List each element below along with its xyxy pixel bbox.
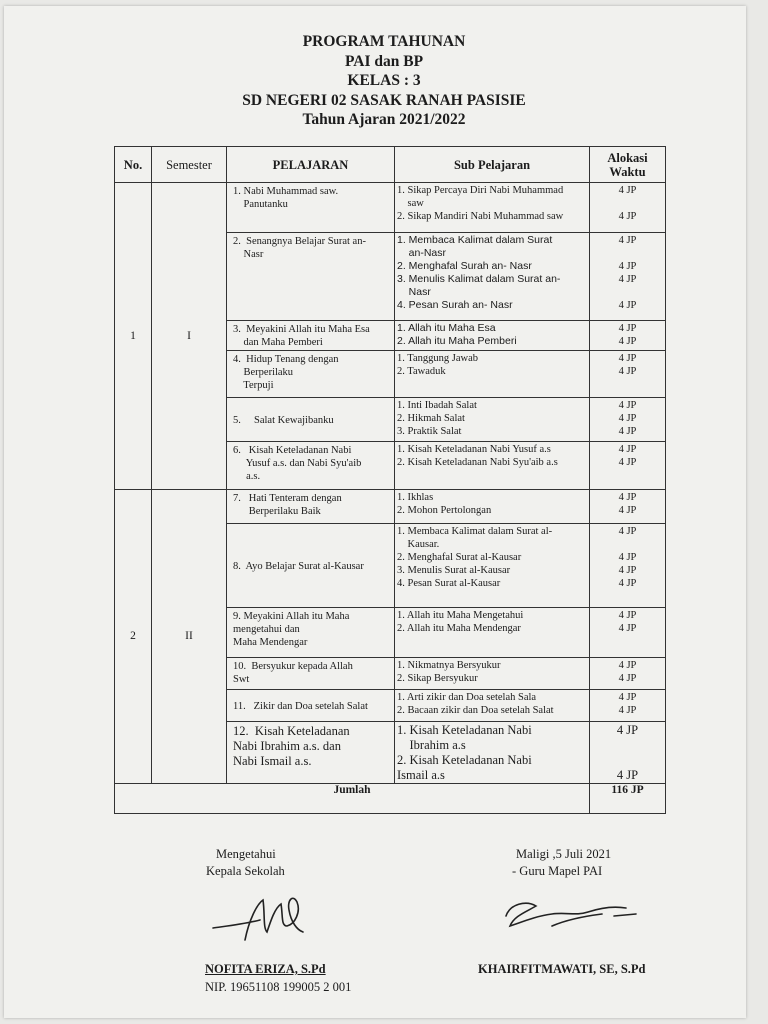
- cell-pelajaran: [227, 351, 395, 398]
- document-header: [0, 32, 768, 130]
- alokasi-line: 4 JP: [618, 353, 637, 364]
- alokasi-line: [590, 197, 665, 210]
- signature-block-left: [206, 846, 285, 880]
- alokasi-line: [590, 738, 665, 753]
- sub-pelajaran-line: 3. Menulis Kalimat dalam Surat an-: [397, 273, 561, 285]
- cell-alokasi: [590, 233, 666, 321]
- headmaster-signature: [205, 890, 325, 950]
- table-row: [115, 490, 666, 524]
- alokasi-line: 4 JP: [618, 673, 637, 684]
- pelajaran-line: Panutanku: [233, 199, 288, 210]
- cell-pelajaran: [227, 658, 395, 690]
- left-label-2: Kepala Sekolah: [206, 864, 285, 878]
- pelajaran-line: Yusuf a.s. dan Nabi Syu'aib: [233, 458, 362, 469]
- sub-pelajaran-line: 2. Allah itu Maha Mendengar: [397, 623, 521, 634]
- sub-pelajaran-line: Ismail a.s: [397, 768, 445, 782]
- header-title: PROGRAM TAHUNAN: [302, 33, 466, 50]
- total-row: [115, 784, 666, 814]
- pelajaran-line: 6. Kisah Keteladanan Nabi: [233, 445, 352, 456]
- alokasi-line: [590, 247, 665, 260]
- alokasi-line: 4 JP: [618, 457, 637, 468]
- pelajaran-line: 3. Meyakini Allah itu Maha Esa: [233, 324, 370, 335]
- sub-pelajaran-line: 2. Menghafal Surat al-Kausar: [397, 552, 522, 563]
- alokasi-line: 4 JP: [618, 578, 637, 589]
- sub-pelajaran-line: 2. Tawaduk: [397, 366, 446, 377]
- sub-pelajaran-line: 4. Pesan Surah an- Nasr: [397, 299, 513, 311]
- cell-alokasi: [590, 398, 666, 442]
- sub-pelajaran-line: 4. Pesan Surat al-Kausar: [397, 578, 501, 589]
- alokasi-line: 4 JP: [618, 623, 637, 634]
- col-header-semester: Semester: [152, 147, 227, 183]
- pelajaran-line: Nabi Ibrahim a.s. dan: [233, 739, 341, 753]
- sub-pelajaran-line: 2. Bacaan zikir dan Doa setelah Salat: [397, 705, 554, 716]
- cell-pelajaran: [227, 442, 395, 490]
- col-header-no: No.: [115, 147, 152, 183]
- headmaster-name: NOFITA ERIZA, S.Pd: [205, 962, 326, 976]
- sub-pelajaran-line: 3. Menulis Surat al-Kausar: [397, 565, 511, 576]
- sub-pelajaran-line: 1. Allah itu Maha Mengetahui: [397, 610, 524, 621]
- pelajaran-line: 4. Hidup Tenang dengan: [233, 354, 339, 365]
- sub-pelajaran-line: 3. Praktik Salat: [397, 426, 462, 437]
- sub-pelajaran-line: 2. Kisah Keteladanan Nabi Syu'aib a.s: [397, 457, 558, 468]
- sub-pelajaran-line: 2. Sikap Bersyukur: [397, 673, 478, 684]
- pelajaran-line: a.s.: [233, 471, 261, 482]
- pelajaran-line: 12. Kisah Keteladanan: [233, 724, 350, 738]
- cell-sub-pelajaran: [395, 524, 590, 608]
- alokasi-line: 4 JP: [618, 274, 637, 285]
- col-header-sub: Sub Pelajaran: [395, 147, 590, 183]
- cell-pelajaran: [227, 690, 395, 722]
- alokasi-line: 4 JP: [618, 261, 637, 272]
- total-label: Jumlah: [115, 784, 590, 814]
- table-header-row: [115, 147, 666, 183]
- alokasi-line: 4 JP: [618, 366, 637, 377]
- cell-alokasi: [590, 722, 666, 784]
- sub-pelajaran-line: 1. Kisah Keteladanan Nabi Yusuf a.s: [397, 444, 551, 455]
- teacher-signature: [496, 886, 646, 946]
- cell-sub-pelajaran: [395, 233, 590, 321]
- pelajaran-line: Berperilaku Baik: [233, 506, 321, 517]
- sub-pelajaran-line: 1. Membaca Kalimat dalam Surat: [397, 234, 553, 246]
- sub-pelajaran-line: 1. Sikap Percaya Diri Nabi Muhammad: [397, 185, 564, 196]
- cell-sub-pelajaran: [395, 442, 590, 490]
- alokasi-line: 4 JP: [618, 185, 637, 196]
- alokasi-line: 4 JP: [618, 300, 637, 311]
- alokasi-line: 4 JP: [616, 768, 639, 782]
- pelajaran-line: 2. Senangnya Belajar Surat an-: [233, 236, 366, 247]
- cell-sub-pelajaran: [395, 490, 590, 524]
- pelajaran-line: Nasr: [233, 249, 264, 260]
- pelajaran-line: 7. Hati Tenteram dengan: [233, 493, 342, 504]
- sub-pelajaran-line: 1. Arti zikir dan Doa setelah Sala: [397, 692, 537, 703]
- cell-alokasi: [590, 442, 666, 490]
- alokasi-line: 4 JP: [618, 565, 637, 576]
- cell-semester: II: [152, 490, 227, 784]
- alokasi-line: 4 JP: [618, 444, 637, 455]
- alokasi-line: [590, 286, 665, 299]
- cell-sub-pelajaran: [395, 398, 590, 442]
- header-subject: PAI dan BP: [344, 52, 424, 70]
- sub-pelajaran-line: 2. Sikap Mandiri Nabi Muhammad saw: [397, 211, 564, 222]
- cell-sub-pelajaran: [395, 690, 590, 722]
- sub-pelajaran-line: 1. Allah itu Maha Esa: [397, 322, 496, 334]
- alokasi-line: [590, 538, 665, 551]
- sub-pelajaran-line: an-Nasr: [397, 247, 447, 259]
- alokasi-line: 4 JP: [618, 235, 637, 246]
- pelajaran-line: Nabi Ismail a.s.: [233, 754, 312, 768]
- header-year: Tahun Ajaran 2021/2022: [302, 111, 466, 128]
- alokasi-line: 4 JP: [616, 723, 639, 737]
- cell-pelajaran: [227, 722, 395, 784]
- cell-semester: I: [152, 183, 227, 490]
- total-value: 116 JP: [590, 784, 666, 814]
- alokasi-line: 4 JP: [618, 413, 637, 424]
- left-label-1: Mengetahui: [216, 847, 276, 861]
- cell-pelajaran: [227, 321, 395, 351]
- col-header-alokasi-2: Waktu: [609, 164, 646, 179]
- pelajaran-line: 9. Meyakini Allah itu Maha: [233, 611, 350, 622]
- cell-sub-pelajaran: [395, 608, 590, 658]
- pelajaran-line: mengetahui dan: [233, 624, 300, 635]
- cell-pelajaran: [227, 183, 395, 233]
- alokasi-line: 4 JP: [618, 705, 637, 716]
- alokasi-line: 4 JP: [618, 323, 637, 334]
- cell-pelajaran: [227, 608, 395, 658]
- cell-alokasi: [590, 351, 666, 398]
- sub-pelajaran-line: 1. Membaca Kalimat dalam Surat al-: [397, 526, 553, 537]
- alokasi-line: 4 JP: [618, 526, 637, 537]
- pelajaran-line: 11. Zikir dan Doa setelah Salat: [233, 701, 368, 712]
- cell-alokasi: [590, 524, 666, 608]
- sub-pelajaran-line: 2. Hikmah Salat: [397, 413, 465, 424]
- sub-pelajaran-line: 1. Ikhlas: [397, 492, 434, 503]
- cell-pelajaran: [227, 233, 395, 321]
- sub-pelajaran-line: Nasr: [397, 286, 431, 298]
- cell-sub-pelajaran: [395, 351, 590, 398]
- cell-sub-pelajaran: [395, 658, 590, 690]
- col-header-alokasi: [590, 147, 666, 183]
- cell-pelajaran: [227, 398, 395, 442]
- sub-pelajaran-line: 1. Kisah Keteladanan Nabi: [397, 723, 532, 737]
- alokasi-line: 4 JP: [618, 492, 637, 503]
- sub-pelajaran-line: saw: [397, 198, 424, 209]
- sub-pelajaran-line: 1. Inti Ibadah Salat: [397, 400, 477, 411]
- pelajaran-line: dan Maha Pemberi: [233, 337, 323, 348]
- header-school: SD NEGERI 02 SASAK RANAH PASISIE: [242, 91, 526, 109]
- pelajaran-line: 5. Salat Kewajibanku: [233, 415, 334, 426]
- alokasi-line: 4 JP: [618, 211, 637, 222]
- cell-pelajaran: [227, 524, 395, 608]
- sub-pelajaran-line: 2. Menghafal Surah an- Nasr: [397, 260, 532, 272]
- sub-pelajaran-line: 2. Allah itu Maha Pemberi: [397, 335, 517, 347]
- header-class: KELAS : 3: [347, 72, 421, 89]
- cell-no: 1: [115, 183, 152, 490]
- sub-pelajaran-line: 2. Kisah Keteladanan Nabi: [397, 753, 532, 767]
- col-header-pelajaran: PELAJARAN: [227, 147, 395, 183]
- signature-block-right: [512, 846, 611, 880]
- alokasi-line: 4 JP: [618, 692, 637, 703]
- cell-alokasi: [590, 608, 666, 658]
- cell-no: 2: [115, 490, 152, 784]
- alokasi-line: 4 JP: [618, 426, 637, 437]
- cell-alokasi: [590, 321, 666, 351]
- col-header-alokasi-1: Alokasi: [607, 150, 648, 165]
- sub-pelajaran-line: 2. Mohon Pertolongan: [397, 505, 492, 516]
- pelajaran-line: 1. Nabi Muhammad saw.: [233, 186, 339, 197]
- alokasi-line: [590, 753, 665, 768]
- alokasi-line: 4 JP: [618, 552, 637, 563]
- alokasi-line: 4 JP: [618, 660, 637, 671]
- sub-pelajaran-line: Ibrahim a.s: [397, 738, 466, 752]
- cell-alokasi: [590, 690, 666, 722]
- cell-alokasi: [590, 490, 666, 524]
- sub-pelajaran-line: 1. Nikmatnya Bersyukur: [397, 660, 501, 671]
- cell-pelajaran: [227, 490, 395, 524]
- alokasi-line: 4 JP: [618, 505, 637, 516]
- pelajaran-line: Swt: [233, 674, 250, 685]
- alokasi-line: 4 JP: [618, 336, 637, 347]
- program-table: [114, 146, 666, 814]
- teacher-name: KHAIRFITMAWATI, SE, S.Pd: [478, 962, 646, 976]
- right-label-2: - Guru Mapel PAI: [512, 864, 603, 878]
- table-row: [115, 183, 666, 233]
- cell-alokasi: [590, 658, 666, 690]
- pelajaran-line: Maha Mendengar: [233, 637, 308, 648]
- headmaster-nip: NIP. 19651108 199005 2 001: [205, 980, 352, 994]
- pelajaran-line: Berperilaku: [233, 367, 294, 378]
- pelajaran-line: 8. Ayo Belajar Surat al-Kausar: [233, 561, 364, 572]
- alokasi-line: 4 JP: [618, 610, 637, 621]
- alokasi-line: 4 JP: [618, 400, 637, 411]
- cell-sub-pelajaran: [395, 183, 590, 233]
- cell-sub-pelajaran: [395, 722, 590, 784]
- sub-pelajaran-line: 1. Tanggung Jawab: [397, 353, 479, 364]
- right-label-1: Maligi ,5 Juli 2021: [516, 847, 612, 861]
- pelajaran-line: 10. Bersyukur kepada Allah: [233, 661, 353, 672]
- cell-sub-pelajaran: [395, 321, 590, 351]
- sub-pelajaran-line: Kausar.: [397, 539, 440, 550]
- pelajaran-line: Terpuji: [233, 380, 274, 391]
- cell-alokasi: [590, 183, 666, 233]
